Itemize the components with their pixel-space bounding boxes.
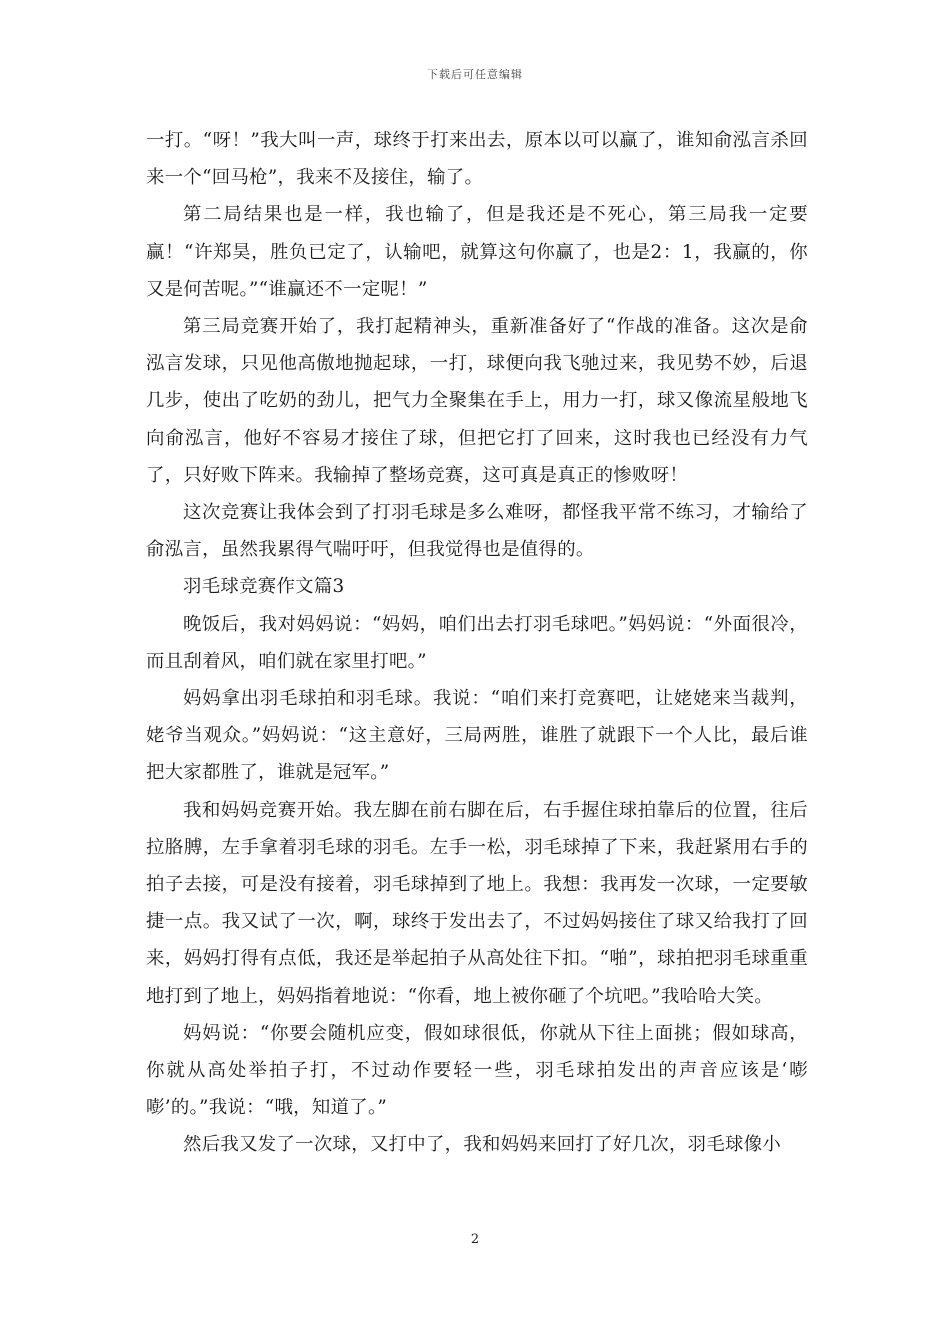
section-heading: 羽毛球竞赛作文篇3 <box>183 576 345 598</box>
paragraph: 一打。“呀！”我大叫一声，球终于打来出去，原本以可以赢了，谁知俞泓言杀回来一个“回马枪”，我来不及接住，输了。 <box>146 130 808 189</box>
paragraph: 然后我又发了一次球，又打中了，我和妈妈来回打了好几次，羽毛球像小 <box>183 1134 782 1156</box>
paragraph: 第二局结果也是一样，我也输了，但是我还是不死心，第三局我一定要赢！“许郑昊，胜负已定了，认输吧，就算这句你赢了，也是2：1，我赢的，你又是何苦呢。”“谁赢还不一定呢！” <box>146 204 808 300</box>
document-body <box>146 122 808 1164</box>
page-header: 下载后可任意编辑 <box>427 68 523 81</box>
paragraph: 晚饭后，我对妈妈说：“妈妈，咱们出去打羽毛球吧。”妈妈说：“外面很冷，而且刮着风，咱们就在家里打吧。” <box>146 613 808 672</box>
paragraph: 妈妈拿出羽毛球拍和羽毛球。我说：“咱们来打竞赛吧，让姥姥来当裁判，姥爷当观众。”妈妈说：“这主意好，三局两胜，谁胜了就跟下一个人比，最后谁把大家都胜了，谁就是冠军。” <box>146 688 808 784</box>
paragraph: 第三局竞赛开始了，我打起精神头，重新准备好了“作战的准备。这次是俞泓言发球，只见他高傲地抛起球，一打，球便向我飞驰过来，我见势不妙，后退几步，使出了吃奶的劲儿，把气力全聚集在手上，用力一打，球又像流星般地飞向俞泓言，他好不容易才接住了球，但把它打了回来，这时我也已经没有力气了，只好败下阵来。我输掉了整场竞赛，这可真是真正的惨败呀！ <box>146 316 808 486</box>
paragraph: 我和妈妈竞赛开始。我左脚在前右脚在后，右手握住球拍靠后的位置，往后拉胳膊，左手拿着羽毛球的羽毛。左手一松，羽毛球掉了下来，我赶紧用右手的拍子去接，可是没有接着，羽毛球掉到了地上。我想：我再发一次球，一定要敏捷一点。我又试了一次，啊，球终于发出去了，不过妈妈接住了球又给我打了回来，妈妈打得有点低，我还是举起拍子从高处往下扣。“啪”，球拍把羽毛球重重地打到了地上，妈妈指着地说：“你看，地上被你砸了个坑吧。”我哈哈大笑。 <box>146 799 808 1007</box>
paragraph: 妈妈说：“你要会随机应变，假如球很低，你就从下往上面挑；假如球高，你就从高处举拍子打，不过动作要轻一些，羽毛球拍发出的声音应该是‘嘭嘭’的。”我说：“哦，知道了。” <box>146 1022 808 1119</box>
paragraph: 这次竞赛让我体会到了打羽毛球是多么难呀，都怪我平常不练习，才输给了俞泓言，虽然我累得气喘吁吁，但我觉得也是值得的。 <box>146 502 808 561</box>
page-number: 2 <box>470 1232 480 1247</box>
